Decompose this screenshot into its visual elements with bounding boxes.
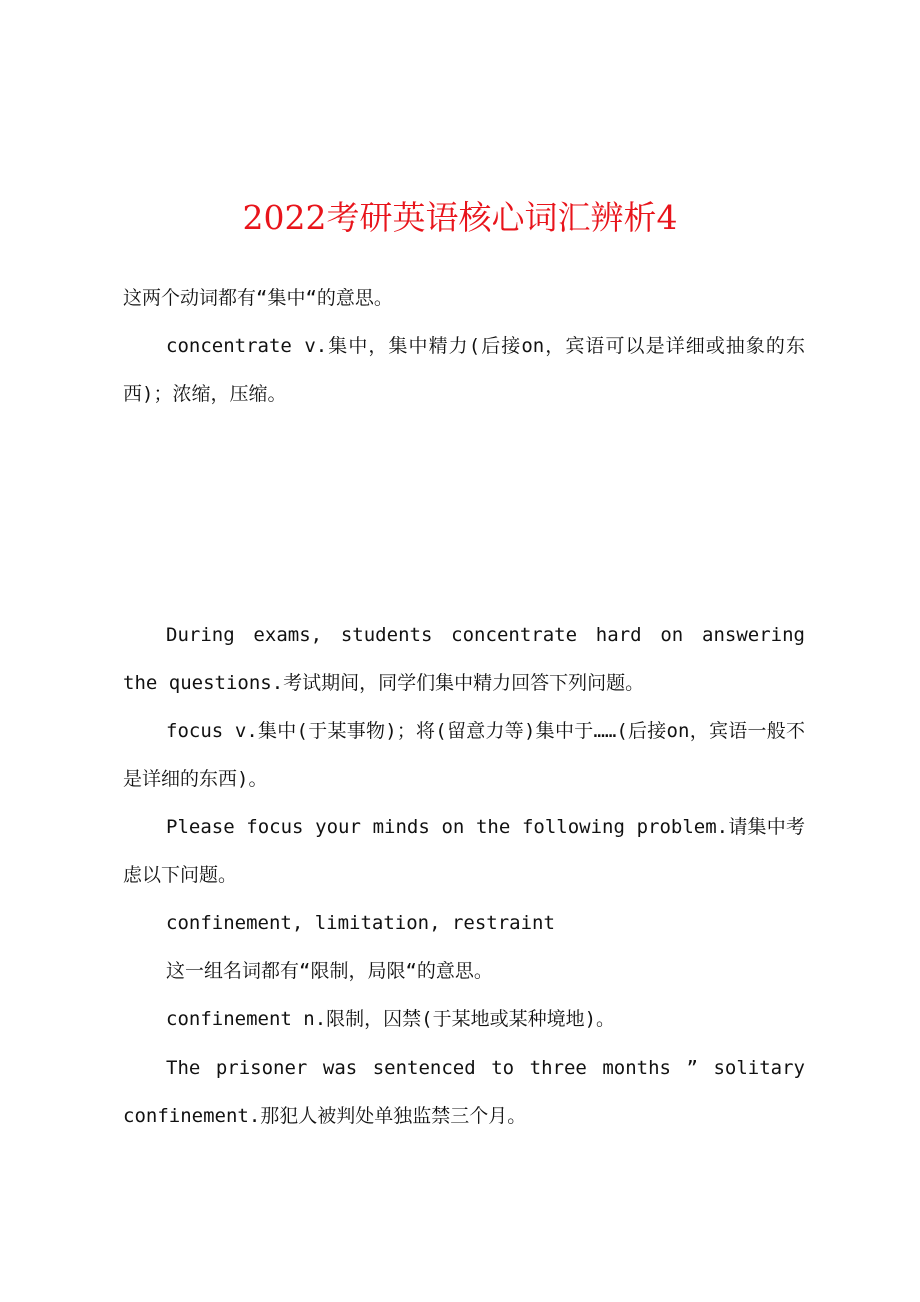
- paragraph-intro: 这两个动词都有“集中“的意思。: [123, 287, 393, 309]
- paragraph-focus-definition: focus v.集中(于某事物)；将(留意力等)集中于……(后接on，宾语一般不是详细的东西)。: [123, 720, 805, 790]
- paragraph-word-group: confinement, limitation, restraint: [166, 912, 555, 934]
- paragraph-concentrate-example: During exams, students concentrate hard on answering the questions.考试期间，同学们集中精力回答下列问题。: [123, 624, 805, 694]
- paragraph-group-meaning: 这一组名词都有“限制，局限“的意思。: [166, 960, 493, 982]
- paragraph-confinement-definition: confinement n.限制，囚禁(于某地或某种境地)。: [166, 1008, 616, 1030]
- paragraph-focus-example: Please focus your minds on the following problem.请集中考虑以下问题。: [123, 816, 805, 886]
- document-title: 2022考研英语核心词汇辨析4: [242, 198, 678, 237]
- paragraph-confinement-example: The prisoner was sentenced to three months ” solitary confinement.那犯人被判处单独监禁三个月。: [123, 1057, 805, 1127]
- paragraph-concentrate-definition: concentrate v.集中，集中精力(后接on，宾语可以是详细或抽象的东西)；浓缩，压缩。: [123, 335, 805, 405]
